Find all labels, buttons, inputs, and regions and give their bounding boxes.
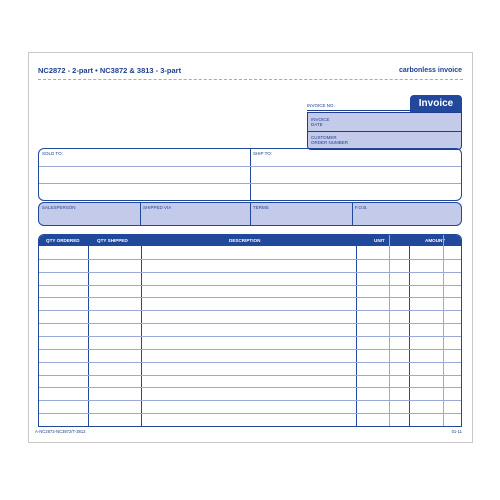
column-header-unit: UNIT [374, 238, 385, 243]
invoice-date-label-text: INVOICE DATE [311, 117, 330, 127]
invoice-number-field[interactable] [307, 110, 410, 111]
form-revision-code: 01-11 [451, 429, 462, 434]
invoice-date-label [311, 117, 330, 127]
shipping-info-section [38, 202, 462, 226]
invoice-number-label: INVOICE NO. [307, 103, 335, 108]
table-row[interactable] [39, 400, 461, 401]
address-line [39, 183, 461, 184]
address-line [39, 166, 461, 167]
form-product-codes: NC2872 - 2-part • NC3872 & 3813 - 3-part [38, 66, 182, 75]
invoice-title-badge: Invoice [410, 95, 462, 112]
table-row[interactable] [39, 413, 461, 414]
table-row[interactable] [39, 323, 461, 324]
table-row[interactable] [39, 285, 461, 286]
terms-label: TERMS [253, 205, 269, 210]
form-stock-code: A-NC2872-NC3872/T-3813 [35, 429, 86, 434]
invoice-details-box [307, 112, 462, 150]
sold-to-label: SOLD TO: [42, 151, 63, 156]
column-divider [443, 235, 444, 426]
table-row[interactable] [39, 387, 461, 388]
header-divider [38, 79, 463, 80]
column-divider [141, 235, 142, 426]
address-section [38, 148, 462, 201]
fob-label: F.O.B. [355, 205, 368, 210]
column-divider [88, 235, 89, 426]
table-row[interactable] [39, 349, 461, 350]
line-items-header [39, 235, 461, 246]
column-divider [409, 235, 410, 426]
form-type-label: carbonless invoice [398, 67, 462, 74]
customer-order-label-text: CUSTOMER ORDER NUMBER [311, 135, 349, 145]
line-items-table [38, 234, 462, 427]
shipping-divider [140, 203, 141, 225]
table-row[interactable] [39, 362, 461, 363]
table-row[interactable] [39, 375, 461, 376]
column-header-qty-shipped: QTY SHIPPED [97, 238, 128, 243]
table-row[interactable] [39, 272, 461, 273]
shipped-via-label: SHIPPED VIA [143, 205, 172, 210]
shipping-divider [352, 203, 353, 225]
ship-to-label: SHIP TO: [253, 151, 273, 156]
invoice-box-divider [308, 131, 461, 132]
column-divider [356, 235, 357, 426]
column-header-qty-ordered: QTY ORDERED [46, 238, 80, 243]
customer-order-label [311, 135, 348, 145]
table-row[interactable] [39, 336, 461, 337]
column-header-description: DESCRIPTION [229, 238, 261, 243]
shipping-divider [250, 203, 251, 225]
salesperson-label: SALESPERSON [42, 205, 76, 210]
column-divider [389, 235, 390, 426]
column-header-amount: AMOUNT [425, 238, 446, 243]
address-divider [250, 149, 251, 200]
invoice-form [28, 52, 473, 443]
table-row[interactable] [39, 259, 461, 260]
table-row[interactable] [39, 310, 461, 311]
table-row[interactable] [39, 297, 461, 298]
